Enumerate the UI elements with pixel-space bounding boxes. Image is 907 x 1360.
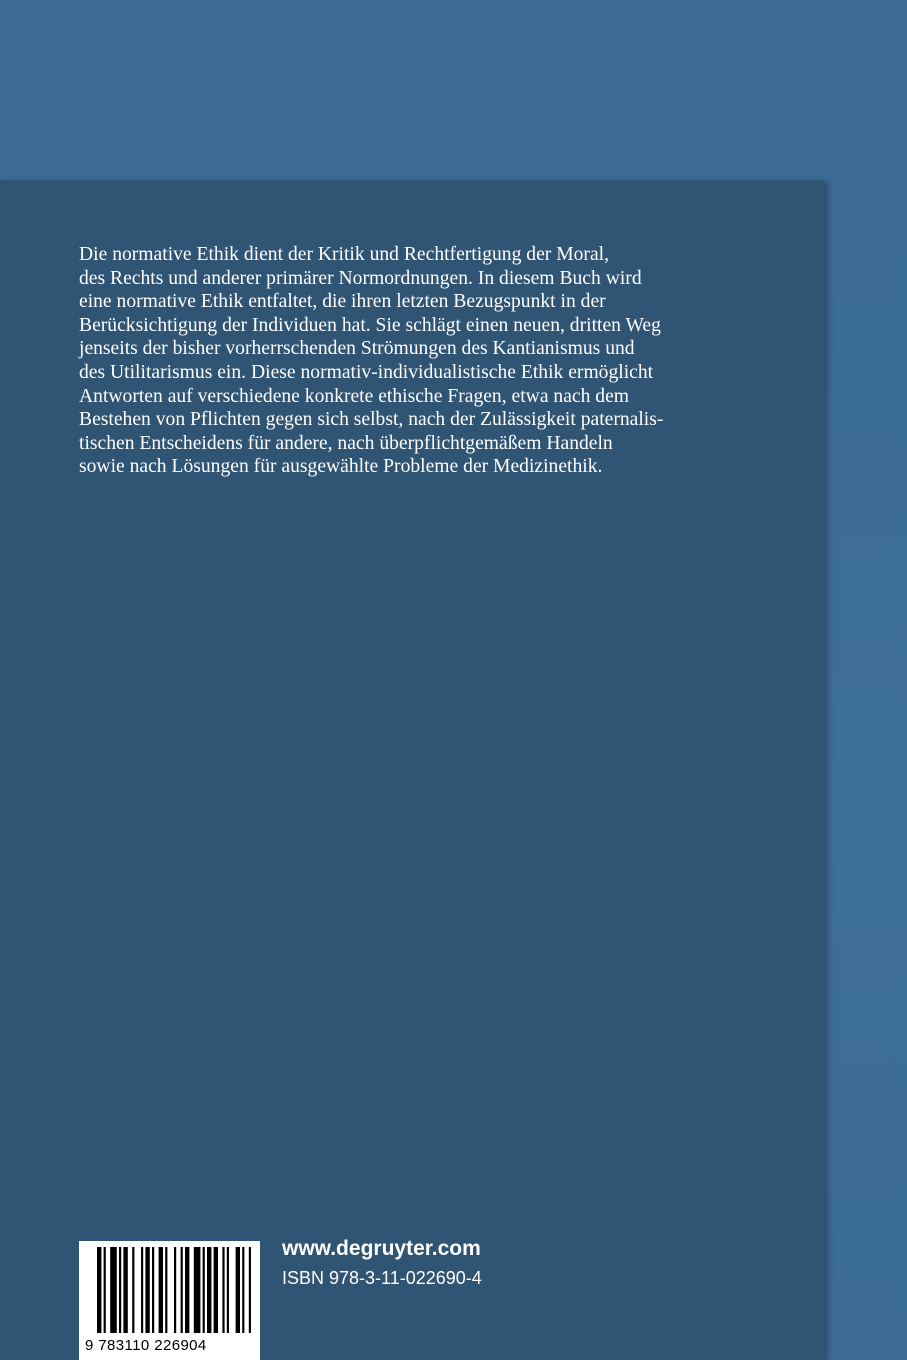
blurb-line: des Rechts und anderer primärer Normordnungen. In diesem Buch wird bbox=[79, 267, 642, 289]
barcode-bar bbox=[123, 1247, 127, 1333]
barcode-bar bbox=[165, 1247, 167, 1333]
barcode-bar bbox=[141, 1247, 143, 1333]
barcode-bar bbox=[194, 1247, 201, 1333]
barcode-bar bbox=[222, 1247, 224, 1333]
blurb-line: Antworten auf verschiedene konkrete ethische Fragen, etwa nach dem bbox=[79, 385, 630, 407]
barcode-bar bbox=[159, 1247, 163, 1333]
blurb-line: eine normative Ethik entfaltet, die ihren letzten Bezugspunkt in der bbox=[79, 291, 606, 313]
blurb-line: jenseits der bisher vorherrschenden Strömungen des Kantianismus und bbox=[79, 338, 635, 360]
barcode-bar bbox=[110, 1247, 117, 1333]
barcode-bar bbox=[181, 1247, 183, 1333]
barcode-bars bbox=[79, 1241, 260, 1337]
blurb-line: Die normative Ethik dient der Kritik und Rechtfertigung der Moral, bbox=[79, 244, 609, 265]
barcode-bar bbox=[185, 1247, 189, 1333]
barcode-bar bbox=[227, 1247, 229, 1333]
publisher-url[interactable]: www.degruyter.com bbox=[282, 1237, 481, 1260]
barcode-bar bbox=[207, 1247, 211, 1333]
barcode-bar bbox=[119, 1247, 121, 1333]
isbn-number: ISBN 978-3-11-022690-4 bbox=[282, 1268, 482, 1288]
barcode-bar bbox=[152, 1247, 154, 1333]
blurb-line: des Utilitarismus ein. Diese normativ-individualistische Ethik ermöglicht bbox=[79, 361, 654, 383]
isbn-barcode bbox=[79, 1241, 260, 1360]
barcode-bar bbox=[203, 1247, 205, 1333]
barcode-bar bbox=[132, 1247, 134, 1333]
blurb-line: tischen Entscheidens für andere, nach überpflichtgemäßem Handeln bbox=[79, 432, 613, 454]
barcode-bar bbox=[249, 1247, 251, 1333]
blurb-line: Bestehen von Pflichten gegen sich selbst, nach der Zulässigkeit paternalis- bbox=[79, 409, 664, 431]
barcode-bar bbox=[145, 1247, 149, 1333]
blurb-line: Berücksichtigung der Individuen hat. Sie schlägt einen neuen, dritten Weg bbox=[79, 314, 661, 336]
barcode-bar bbox=[236, 1247, 240, 1333]
barcode-bar bbox=[174, 1247, 176, 1333]
blurb-line: sowie nach Lösungen für ausgewählte Probleme der Medizinethik. bbox=[79, 456, 603, 478]
barcode-digits: 9 783110 226904 bbox=[85, 1337, 207, 1354]
barcode-bar bbox=[242, 1247, 244, 1333]
barcode-bar bbox=[97, 1247, 101, 1333]
barcode-bar bbox=[214, 1247, 218, 1333]
blurb-text bbox=[79, 243, 739, 479]
barcode-bar bbox=[104, 1247, 106, 1333]
